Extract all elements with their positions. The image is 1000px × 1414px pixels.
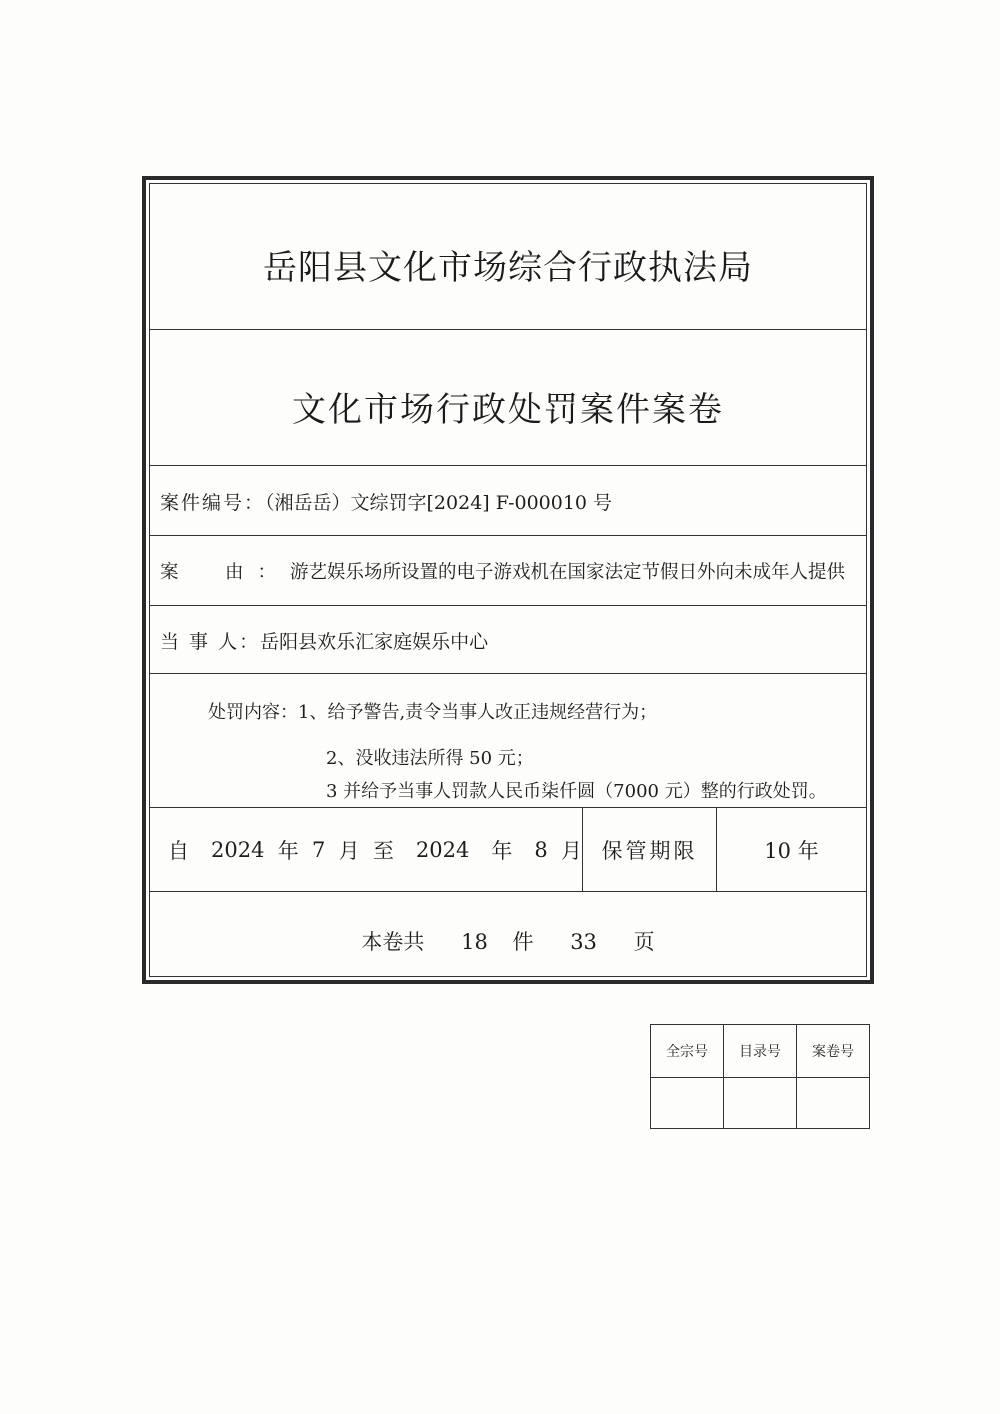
penalty-line-1	[208, 698, 657, 724]
file-number-cell	[797, 1078, 870, 1129]
total-pages-unit: 页	[633, 930, 655, 954]
date-range-cell	[150, 808, 583, 891]
case-number-line	[160, 488, 858, 515]
penalty-item: 2、没收违法所得 50 元；	[326, 748, 534, 769]
fonds-number-cell	[651, 1078, 724, 1129]
from-word: 自	[168, 838, 189, 863]
catalog-number-cell	[724, 1078, 797, 1129]
document-title: 文化市场行政处罚案件案卷	[292, 390, 724, 430]
penalty-item: 3 并给予当事人罚款人民币柒仟圆（7000 元）整的行政处罚。	[326, 781, 827, 802]
archive-value-row	[651, 1078, 870, 1129]
to-month: 8	[534, 837, 548, 862]
retention-value: 10 年	[764, 838, 819, 863]
archive-number-table	[650, 1024, 870, 1129]
fonds-number-header: 全宗号	[651, 1025, 724, 1078]
total-prefix: 本卷共	[361, 930, 425, 954]
total-items: 18	[461, 930, 488, 954]
to-word: 至	[372, 838, 394, 863]
period-row	[150, 808, 866, 892]
total-items-unit: 件	[512, 930, 534, 954]
case-file-cover	[142, 176, 874, 984]
party-value: 岳阳县欢乐汇家庭娱乐中心	[260, 631, 489, 653]
retention-label: 保管期限	[583, 808, 717, 891]
party-label: 当 事 人：	[160, 631, 261, 653]
year-char: 年	[277, 838, 299, 863]
total-pages: 33	[570, 930, 597, 954]
penalty-label: 处罚内容：	[208, 702, 298, 723]
party-line	[160, 627, 858, 654]
month-char: 月	[561, 838, 583, 863]
to-year: 2024	[415, 837, 470, 862]
cause-row	[150, 536, 866, 606]
cover-inner-frame	[149, 183, 867, 977]
month-char: 月	[338, 838, 360, 863]
file-number-header: 案卷号	[797, 1025, 870, 1078]
total-row	[150, 892, 866, 976]
penalty-item: 1、给予警告,责令当事人改正违规经营行为；	[298, 702, 658, 723]
cause-value: 游艺娱乐场所设置的电子游戏机在国家法定节假日外向未成年人提供	[290, 562, 846, 583]
catalog-number-header: 目录号	[724, 1025, 797, 1078]
volume-total	[150, 926, 866, 956]
from-year: 2024	[211, 837, 265, 862]
from-month: 7	[311, 837, 326, 862]
case-number-label: 案件编号：	[160, 492, 266, 514]
agency-name: 岳阳县文化市场综合行政执法局	[263, 248, 753, 288]
cause-line	[160, 558, 858, 584]
agency-row	[150, 184, 866, 330]
penalty-row	[150, 674, 866, 808]
cause-label: 案 由：	[160, 562, 291, 583]
case-number-value: （湘岳岳）文综罚字[2024] F-000010 号	[265, 492, 613, 514]
year-char: 年	[491, 838, 513, 863]
archive-header-row	[651, 1025, 870, 1078]
title-row	[150, 330, 866, 466]
case-number-row	[150, 466, 866, 536]
party-row	[150, 606, 866, 674]
